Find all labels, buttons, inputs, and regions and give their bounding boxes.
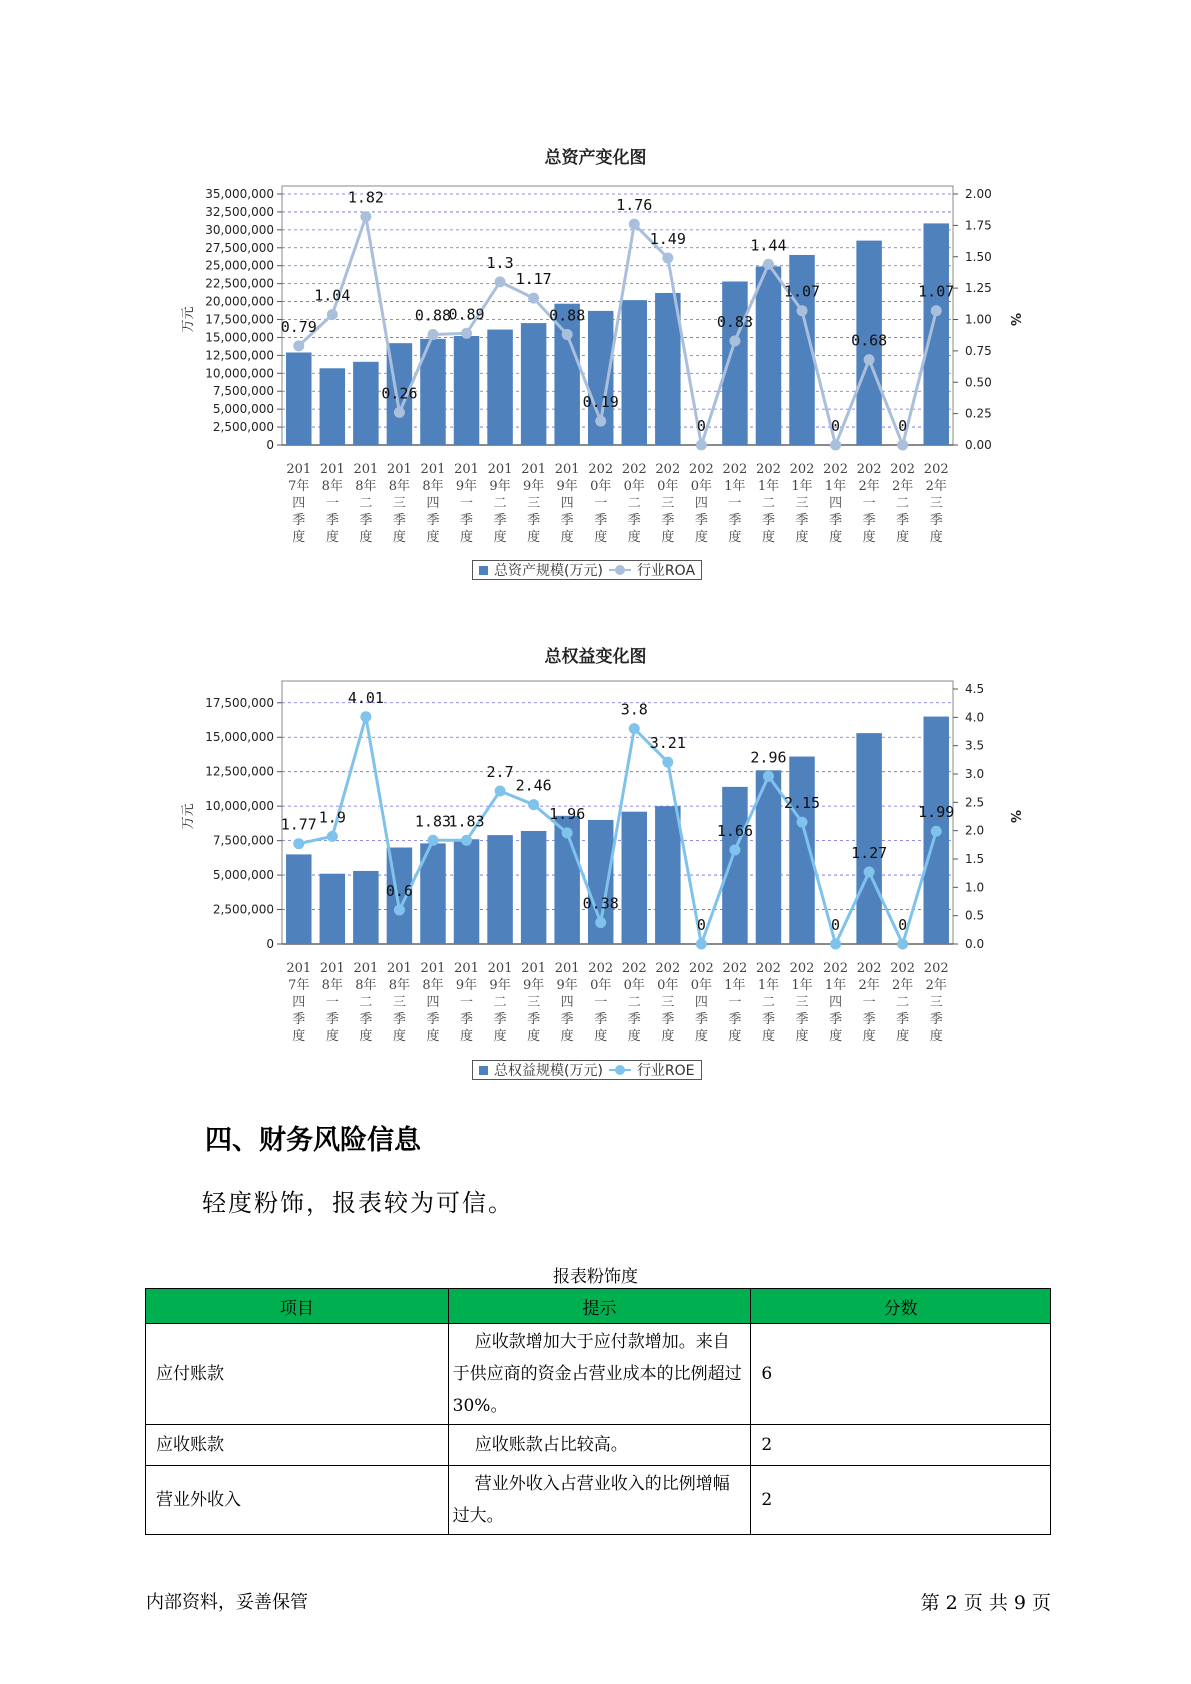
- data-label: 1.27: [851, 844, 888, 863]
- y-tick-label: 5,000,000: [212, 868, 274, 883]
- y-tick-label: 0: [266, 937, 274, 951]
- series-point: [360, 711, 371, 722]
- data-label: 0: [696, 916, 706, 934]
- bar: [487, 835, 512, 944]
- y2-tick-label: 1.5: [965, 852, 985, 866]
- data-label: 2.46: [515, 776, 552, 795]
- y-tick-label: 22,500,000: [205, 276, 274, 291]
- y-tick-label: 20,000,000: [205, 294, 274, 309]
- series-point: [327, 831, 338, 842]
- y2-tick-label: 1.0: [965, 880, 985, 895]
- y-axis-label: 万元: [181, 306, 196, 333]
- x-tick-label: 202 1年三季度: [789, 462, 815, 545]
- header-score: 分数: [751, 1289, 1051, 1324]
- series-point: [696, 939, 707, 950]
- x-tick-label: 202 0年二季度: [621, 961, 647, 1044]
- series-point: [595, 917, 606, 928]
- x-tick-label: 202 2年三季度: [923, 961, 949, 1044]
- data-label: 0: [898, 916, 908, 934]
- table-caption: 报表粉饰度: [553, 1267, 638, 1287]
- data-label: 1.82: [347, 188, 384, 207]
- y-tick-label: 2,500,000: [212, 902, 274, 917]
- data-label: 0: [831, 417, 841, 435]
- series-point: [797, 817, 808, 828]
- x-tick-label: 202 1年四季度: [823, 961, 848, 1044]
- data-label: 1.04: [314, 286, 351, 305]
- series-point: [629, 723, 640, 734]
- row-hint: 应收账款占比较高。: [448, 1425, 751, 1466]
- data-label: 2.96: [750, 748, 787, 767]
- y-tick-label: 0: [266, 438, 274, 452]
- row-hint: 应收款增加大于应付款增加。来自于供应商的资金占营业成本的比例超过30%。: [448, 1324, 751, 1425]
- series-point: [528, 799, 539, 810]
- row-item: 应收账款: [146, 1425, 449, 1466]
- y2-tick-label: 2.00: [965, 187, 992, 201]
- row-score: 6: [751, 1324, 1051, 1425]
- chart2-legend: [472, 1060, 702, 1080]
- x-tick-label: 201 8年二季度: [353, 961, 379, 1044]
- row-score: 2: [751, 1425, 1051, 1466]
- y2-tick-label: 2.5: [965, 795, 985, 810]
- y2-tick-label: 1.25: [965, 281, 992, 296]
- bar: [622, 812, 647, 944]
- data-label: 1.96: [549, 804, 586, 823]
- y2-tick-label: 1.75: [965, 218, 992, 233]
- y-tick-label: 2,500,000: [212, 420, 274, 435]
- bar: [320, 874, 345, 944]
- data-label: 3.21: [649, 734, 686, 753]
- data-label: 0.89: [448, 305, 485, 324]
- x-tick-label: 201 9年三季度: [521, 961, 547, 1044]
- y-tick-label: 12,500,000: [205, 348, 274, 363]
- data-label: 0.26: [381, 384, 418, 403]
- y2-tick-label: 0.0: [965, 937, 985, 951]
- x-tick-label: 202 1年二季度: [756, 462, 781, 545]
- bar: [521, 831, 546, 944]
- risk-table: [145, 1288, 1051, 1535]
- data-label: 0.19: [582, 393, 619, 412]
- x-tick-label: 201 8年三季度: [387, 961, 412, 1044]
- data-label: 1.83: [414, 812, 452, 831]
- y2-tick-label: 3.0: [965, 767, 985, 781]
- x-tick-label: 202 1年一季度: [722, 961, 748, 1044]
- footer-page-number: 第 2 页 共 9 页: [920, 1592, 1051, 1614]
- y2-tick-label: 0.50: [965, 375, 992, 390]
- x-tick-label: 201 9年三季度: [521, 462, 547, 545]
- x-tick-label: 201 8年二季度: [353, 462, 379, 545]
- data-label: 0: [696, 417, 706, 435]
- data-label: 0.68: [851, 331, 888, 350]
- y2-tick-label: 0.25: [965, 406, 992, 421]
- y-tick-label: 12,500,000: [205, 764, 274, 779]
- series-point: [729, 844, 740, 855]
- series-point: [427, 835, 438, 846]
- bar: [454, 839, 479, 944]
- data-label: 0.38: [582, 894, 619, 913]
- x-tick-label: 201 9年一季度: [454, 462, 479, 545]
- bar: [353, 871, 378, 944]
- x-tick-label: 201 9年四季度: [554, 462, 580, 545]
- data-label: 0.88: [414, 306, 452, 325]
- series-point: [763, 771, 774, 782]
- y-tick-label: 25,000,000: [205, 258, 274, 273]
- x-tick-label: 201 8年一季度: [319, 462, 345, 545]
- x-tick-label: 202 1年二季度: [756, 961, 781, 1044]
- x-tick-label: 202 0年四季度: [688, 462, 714, 545]
- y-tick-label: 32,500,000: [205, 204, 274, 219]
- footer-confidential: 内部资料，妥善保管: [146, 1592, 308, 1613]
- series-point: [931, 826, 942, 837]
- bar: [286, 854, 311, 944]
- row-hint: 营业外收入占营业收入的比例增幅过大。: [448, 1466, 751, 1535]
- series-point: [461, 835, 472, 846]
- y-tick-label: 15,000,000: [205, 730, 274, 745]
- y-tick-label: 5,000,000: [212, 402, 274, 417]
- x-tick-label: 202 0年一季度: [588, 462, 614, 545]
- x-tick-label: 201 9年一季度: [454, 961, 479, 1044]
- data-label: 1.77: [280, 815, 317, 834]
- x-tick-label: 201 7年四季度: [286, 961, 312, 1044]
- data-label: 3.8: [620, 700, 648, 719]
- chart1-title: 总资产变化图: [544, 148, 647, 168]
- table-row: [146, 1466, 1051, 1535]
- legend-line-swatch: [609, 1065, 631, 1075]
- row-item: 应付账款: [146, 1324, 449, 1425]
- data-label: 4.01: [347, 688, 384, 707]
- x-tick-label: 202 1年三季度: [789, 961, 815, 1044]
- x-tick-label: 202 2年二季度: [890, 961, 916, 1044]
- y2-tick-label: 2.0: [965, 823, 985, 838]
- legend-assets-label: 总资产规模(万元): [494, 563, 603, 579]
- y2-axis-label: %: [1007, 809, 1022, 824]
- x-tick-label: 202 0年三季度: [655, 462, 681, 545]
- x-tick-label: 201 8年四季度: [420, 462, 446, 545]
- series-point: [662, 757, 673, 768]
- y-tick-label: 10,000,000: [205, 366, 274, 381]
- section-heading: 四、财务风险信息: [205, 1125, 421, 1156]
- y2-tick-label: 1.50: [965, 249, 992, 264]
- y2-tick-label: 3.5: [965, 738, 985, 753]
- data-label: 1.9: [318, 808, 346, 827]
- x-tick-label: 202 2年二季度: [890, 462, 916, 545]
- x-tick-label: 202 2年一季度: [856, 961, 882, 1044]
- x-tick-label: 202 2年三季度: [923, 462, 949, 545]
- y-tick-label: 17,500,000: [205, 312, 274, 327]
- y-tick-label: 7,500,000: [212, 384, 274, 399]
- data-label: 1.66: [716, 821, 753, 840]
- x-tick-label: 202 0年一季度: [588, 961, 614, 1044]
- y-tick-label: 15,000,000: [205, 330, 274, 345]
- data-label: 1.07: [918, 282, 955, 301]
- bar: [655, 806, 680, 944]
- data-label: 1.17: [515, 270, 552, 289]
- data-label: 0: [831, 916, 841, 934]
- y2-tick-label: 0.75: [965, 343, 992, 358]
- data-label: 1.99: [918, 803, 955, 822]
- legend-roa-label: 行业ROA: [636, 563, 696, 579]
- y-tick-label: 7,500,000: [212, 833, 274, 848]
- x-tick-label: 201 9年二季度: [487, 961, 513, 1044]
- y2-tick-label: 4.0: [965, 710, 985, 725]
- x-tick-label: 201 9年二季度: [487, 462, 513, 545]
- y2-tick-label: 0.00: [965, 438, 992, 452]
- table-header-row: [146, 1289, 1051, 1324]
- y2-axis-label: %: [1007, 312, 1022, 327]
- x-tick-label: 201 8年一季度: [319, 961, 345, 1044]
- data-label: 1.76: [616, 196, 653, 215]
- y-axis-label: 万元: [181, 803, 196, 830]
- y-tick-label: 35,000,000: [205, 187, 274, 201]
- x-tick-label: 201 8年三季度: [387, 462, 412, 545]
- x-tick-label: 201 7年四季度: [286, 462, 312, 545]
- x-tick-label: 202 1年四季度: [823, 462, 848, 545]
- table-row: [146, 1324, 1051, 1425]
- data-label: 1.44: [750, 236, 787, 255]
- x-tick-label: 201 9年四季度: [554, 961, 580, 1044]
- table-row: [146, 1425, 1051, 1466]
- y2-tick-label: 4.5: [965, 682, 985, 696]
- row-item: 营业外收入: [146, 1466, 449, 1535]
- series-point: [897, 939, 908, 950]
- data-label: 1.49: [649, 230, 686, 249]
- data-label: 0.88: [549, 306, 586, 325]
- plot-area: [181, 681, 1022, 1044]
- y2-tick-label: 0.5: [965, 908, 985, 923]
- series-point: [293, 838, 304, 849]
- header-hint: 提示: [448, 1289, 751, 1324]
- x-tick-label: 202 0年二季度: [621, 462, 647, 545]
- data-label: 1.83: [448, 812, 485, 831]
- series-point: [562, 827, 573, 838]
- y2-tick-label: 1.00: [965, 312, 992, 327]
- summary-text: 轻度粉饰，报表较为可信。: [202, 1189, 514, 1217]
- data-label: 1.3: [486, 253, 514, 272]
- legend-bar-swatch: [479, 1066, 488, 1075]
- series-point: [864, 867, 875, 878]
- series-point: [394, 905, 405, 916]
- series-point: [830, 939, 841, 950]
- data-label: 0.6: [385, 882, 413, 900]
- bar: [856, 733, 881, 944]
- x-tick-label: 202 1年一季度: [722, 462, 748, 545]
- data-label: 2.7: [486, 763, 514, 781]
- data-label: 0.79: [280, 317, 317, 336]
- legend-equity-label: 总权益规模(万元): [494, 1063, 603, 1079]
- y-tick-label: 30,000,000: [205, 222, 274, 237]
- data-label: 0: [898, 417, 908, 435]
- x-tick-label: 202 0年三季度: [655, 961, 681, 1044]
- header-item: 项目: [146, 1289, 449, 1324]
- row-score: 2: [751, 1466, 1051, 1535]
- bar: [722, 787, 747, 944]
- x-tick-label: 202 2年一季度: [856, 462, 882, 545]
- chart2-title: 总权益变化图: [544, 647, 647, 667]
- y-tick-label: 17,500,000: [205, 695, 274, 710]
- x-tick-label: 202 0年四季度: [688, 961, 714, 1044]
- y-tick-label: 27,500,000: [205, 240, 274, 255]
- data-label: 1.07: [783, 282, 821, 301]
- data-label: 2.15: [783, 794, 821, 813]
- data-label: 0.83: [716, 312, 753, 331]
- series-point: [495, 786, 506, 797]
- x-tick-label: 201 8年四季度: [420, 961, 446, 1044]
- y-tick-label: 10,000,000: [205, 799, 274, 814]
- legend-roe-label: 行业ROE: [636, 1063, 695, 1079]
